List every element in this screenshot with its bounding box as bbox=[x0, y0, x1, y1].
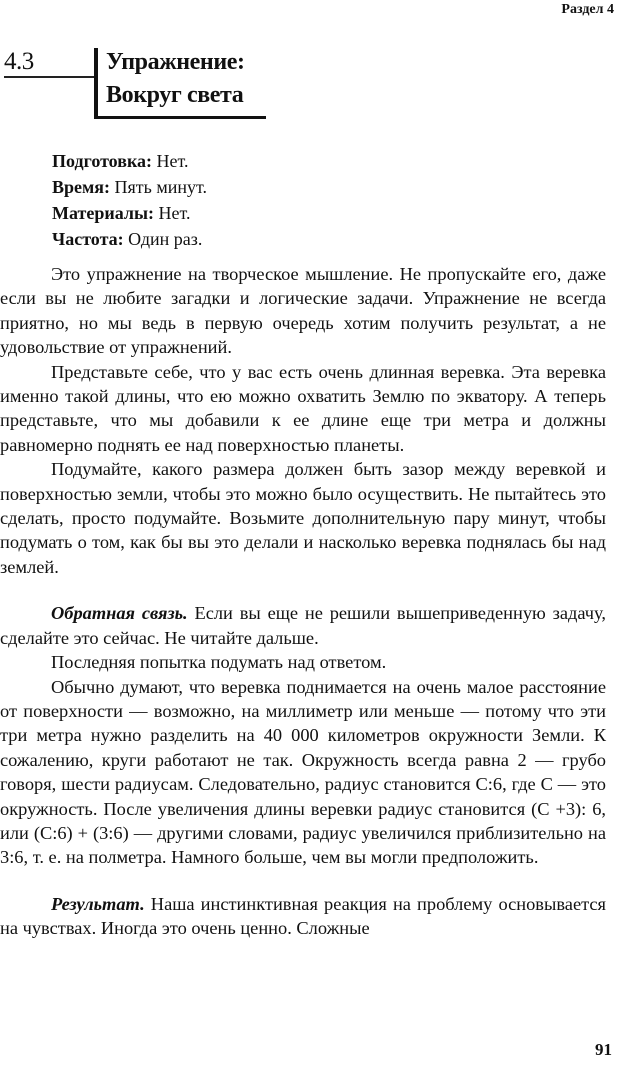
meta-value: Нет. bbox=[152, 151, 189, 171]
meta-materials bbox=[52, 200, 207, 226]
meta-label: Подготовка: bbox=[52, 151, 153, 171]
meta-label: Материалы: bbox=[52, 203, 155, 223]
feedback-text: Если вы еще не решили вышеприведенную задачу, сделайте это сейчас. Не читайте дальше. bbox=[0, 603, 607, 648]
body-text bbox=[0, 262, 606, 941]
page-number: 91 bbox=[595, 1040, 612, 1059]
feedback-heading: Обратная связь. bbox=[51, 603, 188, 624]
paragraph: Обычно думают, что веревка поднимается на очень малое расстояние от поверхности — возможно, на миллиметр или меньше — потому что эти три метра нужно разделить на 40 000 километров окружности Земли. К сожалению, круги работают не так. Окружность всегда равна 2 — грубо говоря, шести радиусам. Следовательно, радиус становится С:6, где С — это окружность. После увеличения длины веревки радиус становится (С +3): 6, или (С:6) + (3:6) — другими словами, радиус увеличился приблизительно на 3:6, т. е. на полметра. Намного больше, чем вы могли предположить. bbox=[0, 676, 606, 868]
meta-frequency bbox=[52, 226, 207, 252]
meta-value: Пять минут. bbox=[110, 177, 208, 197]
paragraph-feedback bbox=[0, 601, 606, 650]
result-text: Наша инстинктивная реакция на проблему основывается на чувствах. Иногда это очень ценно. Сложные bbox=[0, 893, 606, 939]
paragraph-result bbox=[0, 892, 606, 941]
section-number: 4.3 bbox=[4, 48, 34, 75]
section-rule bbox=[4, 76, 96, 78]
meta-label: Частота: bbox=[52, 229, 124, 249]
exercise-meta bbox=[52, 148, 207, 252]
paragraph: Это упражнение на творческое мышление. Не пропускайте его, даже если вы не любите загадки и логические задачи. Упражнение не всегда приятно, но мы ведь в первую очередь хотим получить результат, а не удовольствие от упражнений. bbox=[0, 264, 606, 358]
section-title bbox=[106, 46, 245, 112]
meta-time bbox=[52, 174, 207, 200]
meta-value: Один раз. bbox=[123, 229, 203, 249]
paragraph: Представьте себе, что у вас есть очень длинная веревка. Эта веревка именно такой длины, что ею можно охватить Землю по экватору. А теперь представьте, что мы добавили к ее длине еще три метра и должны равномерно поднять ее над поверхностью планеты. bbox=[0, 361, 606, 455]
title-bar bbox=[94, 48, 98, 118]
meta-value: Нет. bbox=[154, 203, 191, 223]
title-underline bbox=[94, 116, 266, 119]
meta-preparation bbox=[52, 148, 207, 174]
section-title-line1: Упражнение: bbox=[106, 49, 245, 75]
section-title-line2: Вокруг света bbox=[106, 82, 244, 108]
paragraph: Последняя попытка подумать над ответом. bbox=[51, 652, 387, 673]
running-head: Раздел 4 bbox=[561, 2, 614, 17]
paragraph: Подумайте, какого размера должен быть зазор между веревкой и поверхностью земли, чтобы это можно было осуществить. Не пытайтесь это сделать, просто подумайте. Возьмите дополнительную пару минут, чтобы подумать о том, как бы вы это делали и насколько веревка поднялась бы над землей. bbox=[0, 459, 606, 577]
meta-label: Время: bbox=[52, 177, 110, 197]
result-heading: Результат. bbox=[51, 893, 145, 914]
